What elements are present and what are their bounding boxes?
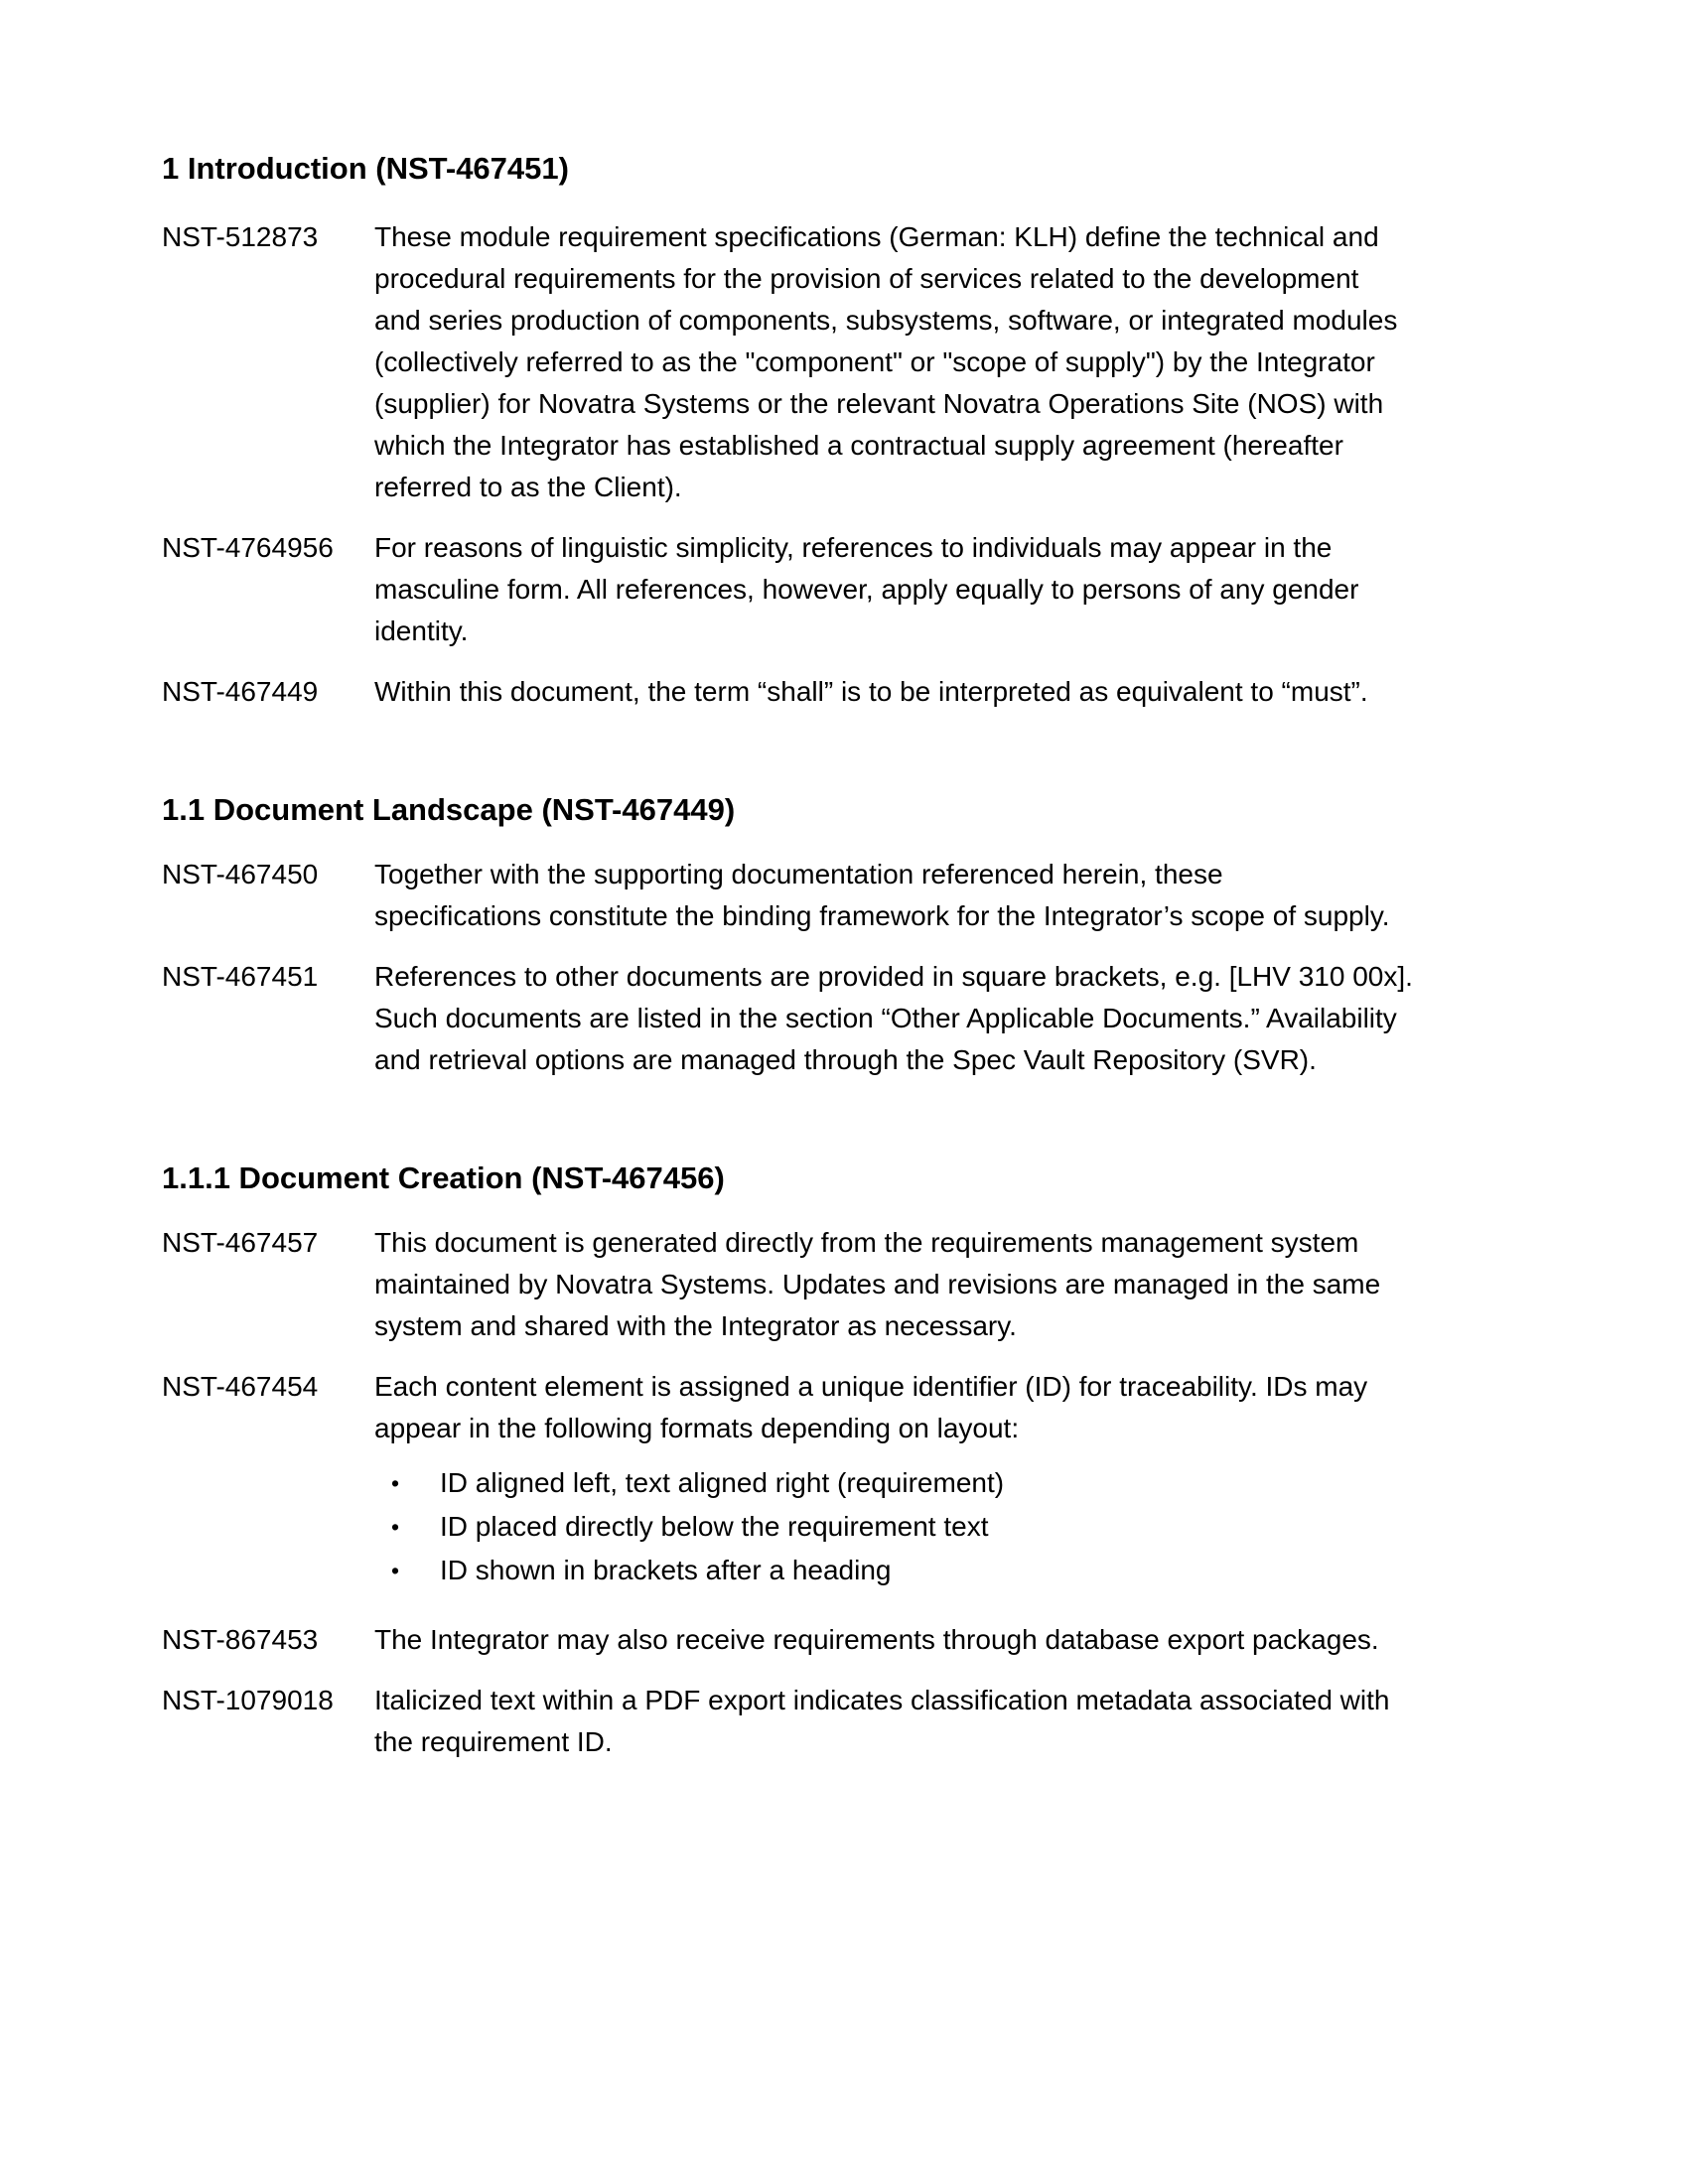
requirement-row [162, 1680, 1537, 1763]
requirement-text [374, 671, 1537, 713]
bullet-dot-icon: • [391, 1558, 400, 1583]
text-line: Within this document, the term “shall” is to be interpreted as equivalent to “must”. [374, 676, 1368, 707]
bullet-list [391, 1461, 1537, 1592]
bullet-item [391, 1549, 1537, 1592]
document-content [162, 149, 1537, 1782]
section-heading-level-2: 1.1 Document Landscape (NST-467449) [162, 792, 736, 827]
requirement-text [374, 527, 1537, 652]
text-line: (collectively referred to as the "component" or "scope of supply") by the Integrator [374, 346, 1375, 377]
bullet-text: ID placed directly below the requirement text [440, 1511, 989, 1542]
requirement-text [374, 216, 1537, 508]
text-line: Together with the supporting documentation referenced herein, these [374, 859, 1223, 889]
text-line: appear in the following formats depending on layout: [374, 1413, 1020, 1443]
section-heading-level-3: 1.1.1 Document Creation (NST-467456) [162, 1160, 725, 1195]
text-line: These module requirement specifications (German: KLH) define the technical and [374, 221, 1379, 252]
requirement-row [162, 671, 1537, 713]
requirement-id: NST-467450 [162, 859, 319, 889]
text-line: masculine form. All references, however, apply equally to persons of any gender [374, 574, 1359, 605]
text-line: Such documents are listed in the section “Other Applicable Documents.” Availability [374, 1003, 1397, 1033]
requirement-text [374, 854, 1537, 937]
bullet-item [391, 1461, 1537, 1505]
requirement-row [162, 956, 1537, 1081]
requirement-id: NST-1079018 [162, 1685, 334, 1715]
requirement-row [162, 1222, 1537, 1347]
requirement-row [162, 1366, 1537, 1600]
requirement-row [162, 1619, 1537, 1661]
text-line: system and shared with the Integrator as necessary. [374, 1310, 1017, 1341]
bullet-dot-icon: • [391, 1514, 400, 1540]
requirement-id: NST-4764956 [162, 532, 334, 563]
text-line: and series production of components, subsystems, software, or integrated modules [374, 305, 1398, 336]
requirement-row [162, 527, 1537, 652]
text-line: procedural requirements for the provision of services related to the development [374, 263, 1359, 294]
text-line: maintained by Novatra Systems. Updates and revisions are managed in the same [374, 1269, 1381, 1299]
requirement-text [374, 1222, 1537, 1347]
text-line: For reasons of linguistic simplicity, references to individuals may appear in the [374, 532, 1333, 563]
section-heading-level-1: 1 Introduction (NST-467451) [162, 151, 569, 186]
bullet-text: ID aligned left, text aligned right (requirement) [440, 1467, 1005, 1498]
text-line: and retrieval options are managed through the Spec Vault Repository (SVR). [374, 1044, 1317, 1075]
requirement-text [374, 956, 1537, 1081]
text-line: specifications constitute the binding framework for the Integrator’s scope of supply. [374, 900, 1390, 931]
text-line: referred to as the Client). [374, 472, 682, 502]
text-line: Each content element is assigned a unique identifier (ID) for traceability. IDs may [374, 1371, 1368, 1402]
text-line: This document is generated directly from the requirements management system [374, 1227, 1359, 1258]
requirement-text [374, 1619, 1537, 1661]
requirement-id: NST-512873 [162, 221, 319, 252]
requirement-id: NST-467451 [162, 961, 319, 992]
bullet-item [391, 1505, 1537, 1549]
text-line: which the Integrator has established a contractual supply agreement (hereafter [374, 430, 1343, 461]
requirement-id: NST-867453 [162, 1624, 319, 1655]
text-line: the requirement ID. [374, 1726, 613, 1757]
requirement-id: NST-467449 [162, 676, 319, 707]
text-line: (supplier) for Novatra Systems or the relevant Novatra Operations Site (NOS) with [374, 388, 1384, 419]
requirement-text [374, 1366, 1537, 1600]
bullet-dot-icon: • [391, 1470, 400, 1496]
requirement-text [374, 1680, 1537, 1763]
text-line: identity. [374, 615, 469, 646]
requirement-row [162, 216, 1537, 508]
text-line: Italicized text within a PDF export indicates classification metadata associated with [374, 1685, 1390, 1715]
text-line: The Integrator may also receive requirements through database export packages. [374, 1624, 1379, 1655]
requirement-id: NST-467454 [162, 1371, 319, 1402]
requirement-row [162, 854, 1537, 937]
text-line: References to other documents are provided in square brackets, e.g. [LHV 310 00x]. [374, 961, 1413, 992]
bullet-text: ID shown in brackets after a heading [440, 1555, 892, 1585]
requirement-id: NST-467457 [162, 1227, 319, 1258]
